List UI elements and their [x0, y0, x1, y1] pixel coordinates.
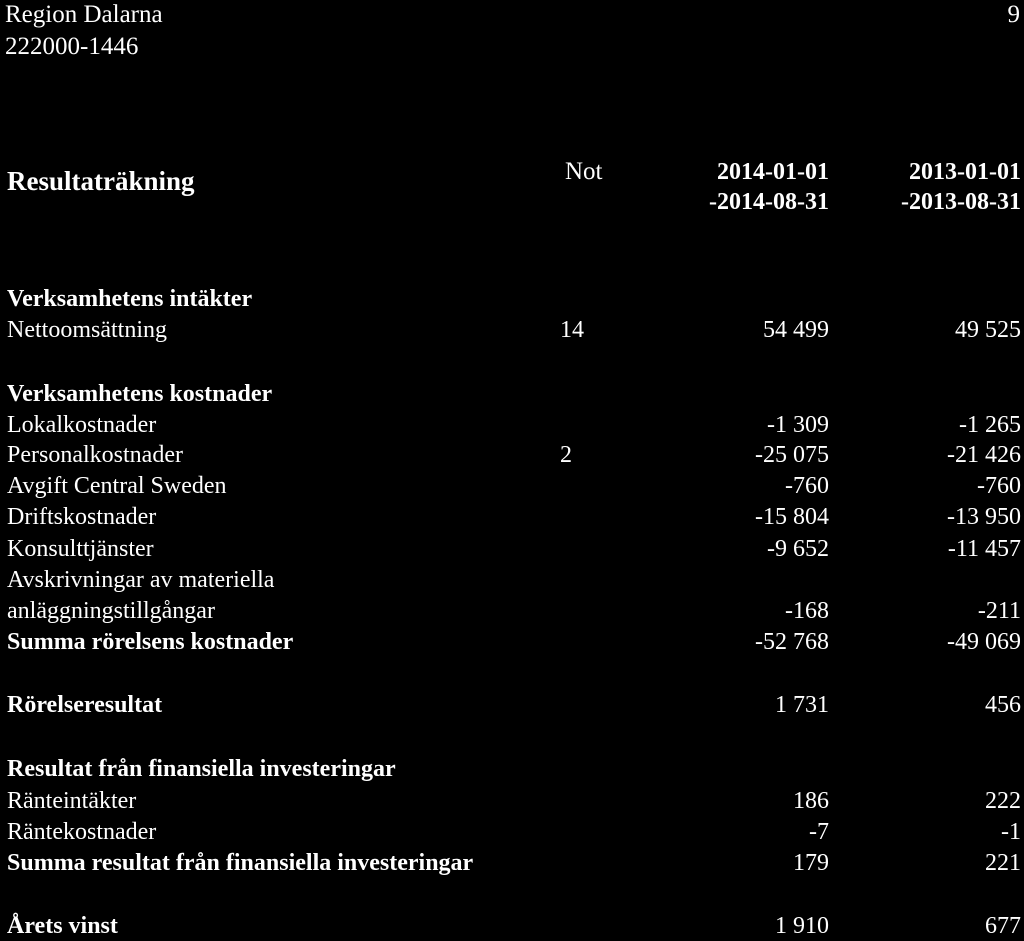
table-row-net-sales: [0, 315, 1024, 345]
table-row-depreciation-line1: [0, 565, 1024, 595]
table-row-central-sweden: [0, 471, 1024, 501]
organization-number: 222000-1446: [5, 33, 139, 60]
table-row-interest-expense: [0, 817, 1024, 847]
organization-name: Region Dalarna: [5, 1, 163, 28]
value-2014: -15 804: [755, 504, 829, 530]
value-2013: -11 457: [947, 536, 1021, 562]
row-label: Lokalkostnader: [7, 412, 157, 438]
value-2014: 1 731: [775, 692, 829, 718]
table-row-personnel: [0, 440, 1024, 470]
row-label: Avgift Central Sweden: [7, 473, 227, 499]
value-2013: 49 525: [955, 317, 1021, 343]
value-2014: -9 652: [767, 536, 829, 562]
value-2013: 222: [985, 788, 1021, 814]
table-row-profit: [0, 911, 1024, 941]
row-note: 2: [560, 442, 572, 468]
section-heading-costs: [0, 379, 1024, 409]
table-row-operating-result: [0, 690, 1024, 720]
row-label: Verksamhetens intäkter: [7, 286, 253, 312]
table-row-total-costs: [0, 627, 1024, 657]
value-2014: -25 075: [755, 442, 829, 468]
row-note: 14: [560, 317, 584, 343]
row-label: Avskrivningar av materiella: [7, 567, 275, 593]
row-label: Verksamhetens kostnader: [7, 381, 273, 407]
value-2013: -1 265: [959, 412, 1021, 438]
statement-title: Resultaträkning: [7, 166, 195, 196]
value-2013: 221: [985, 850, 1021, 876]
section-heading-financial: [0, 754, 1024, 784]
value-2014: 1 910: [775, 913, 829, 939]
value-2013: 677: [985, 913, 1021, 939]
value-2014: -7: [809, 819, 829, 845]
value-2014: -1 309: [767, 412, 829, 438]
column-header-2013: [901, 157, 1021, 217]
row-label: Konsulttjänster: [7, 536, 154, 562]
row-label: Personalkostnader: [7, 442, 183, 468]
column-header-2014-start: 2014-01-01: [717, 159, 829, 185]
page-number: 9: [1007, 1, 1020, 28]
value-2014: -52 768: [755, 629, 829, 655]
value-2013: -13 950: [947, 504, 1021, 530]
row-label: Resultat från finansiella investeringar: [7, 756, 396, 782]
table-row-operating: [0, 502, 1024, 532]
note-column-header: Not: [565, 158, 603, 185]
value-2014: -168: [785, 598, 829, 624]
table-row-depreciation: [0, 596, 1024, 626]
row-label: anläggningstillgångar: [7, 598, 215, 624]
value-2014: -760: [785, 473, 829, 499]
table-row-interest-income: [0, 786, 1024, 816]
row-label: Räntekostnader: [7, 819, 157, 845]
value-2014: 54 499: [763, 317, 829, 343]
row-label: Nettoomsättning: [7, 317, 167, 343]
value-2013: 456: [985, 692, 1021, 718]
section-heading-income: [0, 284, 1024, 314]
table-row-premises: [0, 410, 1024, 440]
row-label: Driftskostnader: [7, 504, 157, 530]
row-label: Rörelseresultat: [7, 692, 163, 718]
column-header-2014: [709, 157, 829, 217]
row-label: Årets vinst: [7, 913, 118, 939]
column-header-2013-start: 2013-01-01: [909, 159, 1021, 185]
row-label: Summa resultat från finansiella investeringar: [7, 850, 474, 876]
value-2014: 186: [793, 788, 829, 814]
value-2013: -1: [1001, 819, 1021, 845]
row-label: Summa rörelsens kostnader: [7, 629, 294, 655]
table-row-total-financial: [0, 848, 1024, 878]
row-label: Ränteintäkter: [7, 788, 137, 814]
value-2013: -760: [977, 473, 1021, 499]
column-header-2013-end: -2013-08-31: [901, 189, 1021, 215]
value-2013: -21 426: [947, 442, 1021, 468]
value-2013: -49 069: [947, 629, 1021, 655]
value-2014: 179: [793, 850, 829, 876]
table-row-consulting: [0, 534, 1024, 564]
column-header-2014-end: -2014-08-31: [709, 189, 829, 215]
value-2013: -211: [977, 598, 1021, 624]
